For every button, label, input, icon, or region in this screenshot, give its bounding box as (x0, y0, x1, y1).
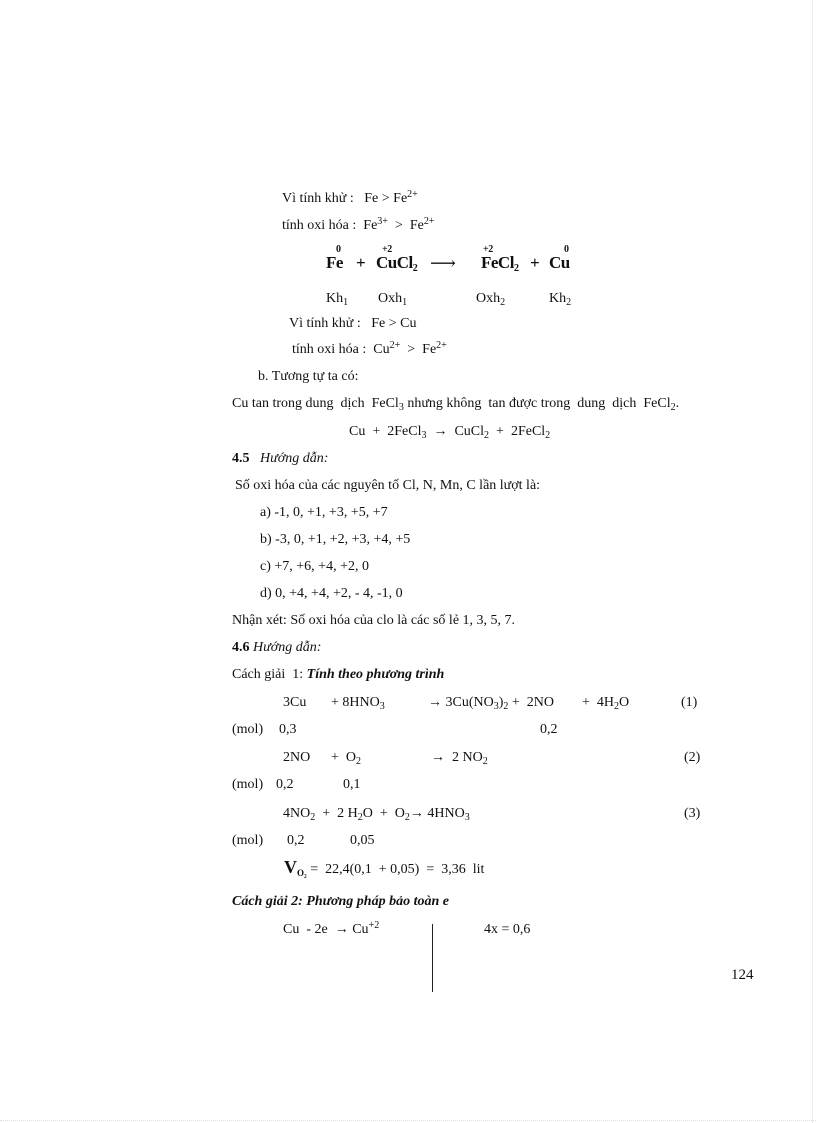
oxidizing-strength-line-1: tính oxi hóa : $Fe^{3+} > Fe^{2+}$ (282, 216, 435, 233)
mol-3-o2: 0,05 (350, 833, 375, 848)
cu-fecl3-reaction: Cu + 2FeCl$_3$ → CuCl$_2$ + 2FeCl$_2$ (349, 424, 551, 441)
r2-no2: → 2 $NO_2$ (431, 750, 488, 767)
label-oxh2: Oxh$_2$ (476, 291, 506, 308)
reducing-strength-line-2: Vì tính khử : Fe > Cu (289, 316, 417, 331)
mol-3-no2: 0,2 (287, 833, 305, 848)
eq-fecl2: +2 FeCl$_2$ (481, 244, 519, 274)
section-4-6-heading: 4.6 Hướng dẫn: (232, 640, 322, 655)
mol-label-1: (mol) (232, 722, 264, 737)
electron-balance-cu: $Cu - 2e \to Cu^{+2}$ (283, 920, 380, 937)
r2-o2: + $O_2$ (331, 750, 362, 767)
eq-plus: + (356, 253, 366, 272)
oxidizing-strength-line-2: tính oxi hóa : $Cu^{2+} > Fe^{2+}$ (292, 340, 447, 357)
part-b-intro: b. Tương tự ta có: (258, 369, 359, 384)
method-2-heading: Cách giải 2: Phương pháp bảo toàn e (232, 894, 449, 909)
label-kh2: $Kh_2$ (549, 291, 572, 308)
r3-number: (3) (684, 806, 701, 821)
mol-label-3: (mol) (232, 833, 264, 848)
r1-hno3: + $8HNO_3$ (331, 695, 385, 712)
eq-cucl2: +2 CuCl$_2$ (376, 244, 418, 274)
mol-label-2: (mol) (232, 777, 264, 792)
label-kh1: $Kh_1$ (326, 291, 349, 308)
reaction-3: $4NO_2 + 2$ $H_2O + O_2\to 4HNO_3$ (283, 806, 470, 823)
option-c: c) +7, +6, +4, +2, 0 (260, 559, 369, 574)
method-1-heading: Cách giải 1: Tính theo phương trình (232, 667, 445, 682)
bottom-page-border (0, 1120, 816, 1121)
remark: Nhận xét: Số oxi hóa của clo là các số lẻ 1, 3, 5, 7. (232, 613, 516, 628)
r2-no: 2NO (283, 750, 311, 765)
r1-products: → $3Cu(NO_3)_2 + 2NO$ (428, 695, 555, 712)
right-page-border (812, 0, 813, 1123)
r1-number: (1) (681, 695, 698, 710)
label-oxh1: Oxh$_1$ (378, 291, 408, 308)
section-4-5-heading: 4.5 Hướng dẫn: (232, 451, 329, 466)
mol-2-o2: 0,1 (343, 777, 361, 792)
mol-2-no: 0,2 (276, 777, 294, 792)
eq-arrow: ⟶ (430, 253, 456, 273)
option-b: b) -3, 0, +1, +2, +3, +4, +5 (260, 532, 411, 547)
oxidation-numbers-intro: Số oxi hóa của các nguyên tố Cl, N, Mn, C lần lượt là: (235, 478, 541, 493)
option-d: d) 0, +4, +4, +2, - 4, -1, 0 (260, 586, 403, 601)
volume-o2-result: $V_{O_2} = 22,4(0,1 + 0,05) = 3,36$ lit (284, 857, 485, 878)
reducing-strength-line-1: Vì tính khử : $Fe > Fe^{2+}$ (282, 189, 418, 206)
eq-plus-2: + (530, 253, 540, 272)
r1-cu: 3Cu (283, 695, 307, 710)
page-number: 124 (731, 967, 754, 983)
eq-cu: 0 Cu (549, 244, 570, 272)
electron-balance-equation: 4x = 0,6 (484, 922, 531, 937)
r1-water: + $4H_2O$ (582, 695, 630, 712)
eq-fe: 0 Fe (326, 244, 343, 272)
option-a: a) -1, 0, +1, +3, +5, +7 (260, 505, 388, 520)
mol-1-no: 0,2 (540, 722, 558, 737)
cu-dissolve-statement: Cu tan trong dung dịch FeCl$_3$ nhưng không tan được trong dung dịch FeCl$_2$. (232, 396, 680, 413)
mol-1-cu: 0,3 (279, 722, 297, 737)
divider-line (432, 924, 433, 992)
r2-number: (2) (684, 750, 701, 765)
